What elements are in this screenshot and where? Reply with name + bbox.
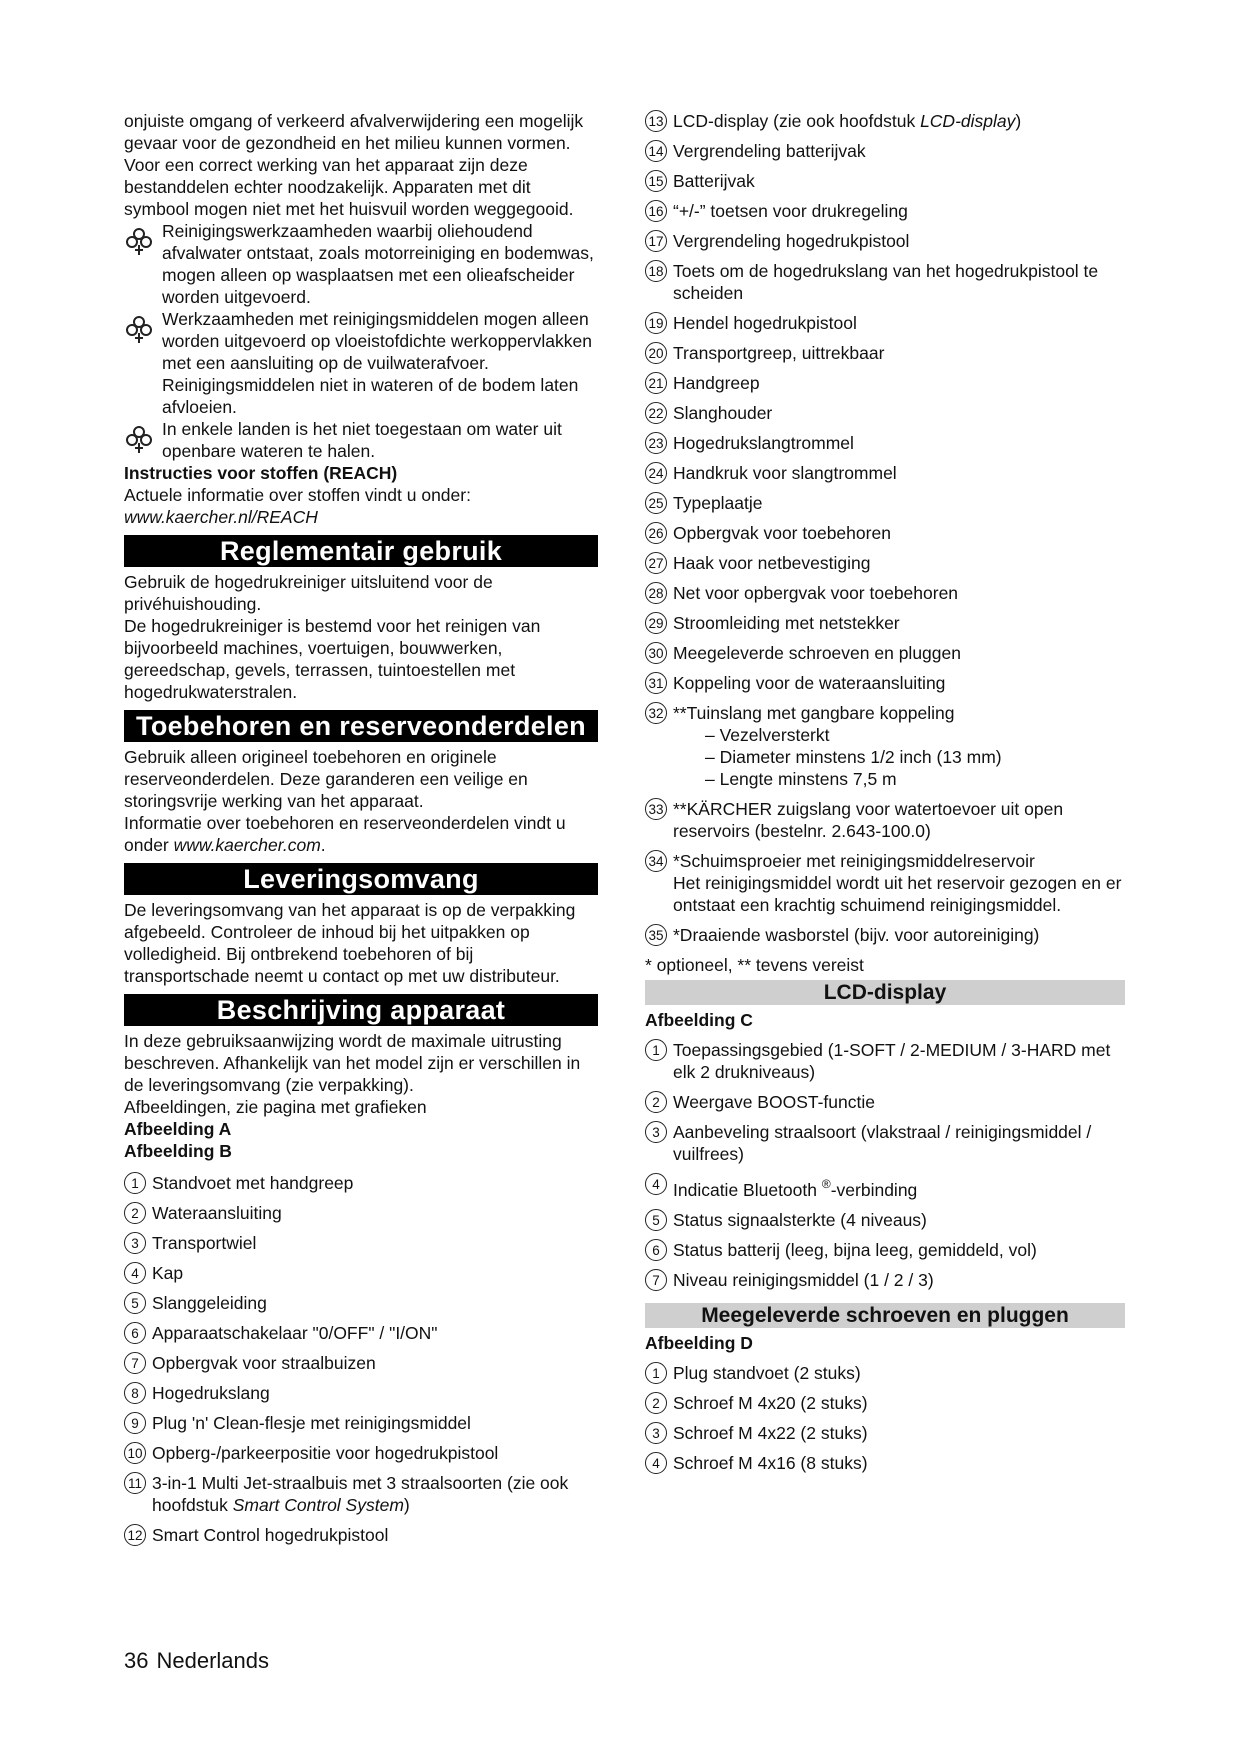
item-text-main: 3-in-1 Multi Jet-straalbuis met 3 straalsoorten (zie ook hoofdstuk — [152, 1473, 569, 1515]
item-number-badge: 2 — [645, 1392, 667, 1414]
device-item — [124, 1202, 598, 1224]
item-text: Handgreep — [673, 373, 760, 393]
item-text: Vergrendeling batterijvak — [673, 141, 866, 161]
sec4-paragraph: Afbeeldingen, zie pagina met grafieken — [124, 1097, 427, 1117]
device-item — [124, 1382, 598, 1404]
item-text: Koppeling voor de wateraansluiting — [673, 673, 946, 693]
device-item — [124, 1322, 598, 1344]
item-number-badge: 4 — [124, 1262, 146, 1284]
lcd-item — [645, 1173, 1125, 1201]
lcd-item — [645, 1091, 1125, 1113]
item-text: Meegeleverde schroeven en pluggen — [673, 643, 961, 663]
item-number-badge: 21 — [645, 372, 667, 394]
sec2-text: Informatie over toebehoren en reserveonderdelen vindt u onder — [124, 813, 566, 855]
env-note — [124, 220, 598, 308]
sec1-paragraph: De hogedrukreiniger is bestemd voor het reinigen van bijvoorbeeld machines, voertuigen, bouwwerken, gereedschap, gevels, terrassen, tuintoestellen met hogedrukwaterstralen. — [124, 616, 541, 702]
item-number-badge: 1 — [124, 1172, 146, 1194]
item-number-badge: 16 — [645, 200, 667, 222]
item-number-badge: 4 — [645, 1452, 667, 1474]
item-text-end: ) — [403, 1495, 410, 1515]
item-text-ref: Smart Control System — [232, 1495, 404, 1515]
item-text: Schroef M 4x22 (2 stuks) — [673, 1423, 868, 1443]
device-item — [124, 1442, 598, 1464]
item-number-badge: 11 — [124, 1472, 146, 1494]
item-text: Hogedrukslang — [152, 1383, 270, 1403]
item-text: Status signaalsterkte (4 niveaus) — [673, 1210, 927, 1230]
item-text: Slanghouder — [673, 403, 773, 423]
item-text — [673, 1173, 1125, 1201]
item-number-badge: 3 — [124, 1232, 146, 1254]
recycling-icon — [124, 225, 154, 257]
item-number-badge: 3 — [645, 1422, 667, 1444]
device-item — [645, 552, 1125, 574]
item-number-badge: 4 — [645, 1173, 667, 1195]
item-number-badge: 1 — [645, 1362, 667, 1384]
device-item — [124, 1172, 598, 1194]
item-number-badge: 7 — [645, 1269, 667, 1291]
item-text: **KÄRCHER zuigslang voor watertoevoer uit open reservoirs (bestelnr. 2.643-100.0) — [673, 799, 1064, 841]
item-text: Kap — [152, 1263, 184, 1283]
item-text: Handkruk voor slangtrommel — [673, 463, 897, 483]
figure-b-label: Afbeelding B — [124, 1141, 232, 1161]
device-item — [124, 1262, 598, 1284]
item-text: Haak voor netbevestiging — [673, 553, 871, 573]
section-title-leveringsomvang: Leveringsomvang — [124, 863, 598, 895]
item-number-badge: 25 — [645, 492, 667, 514]
item-text: **Tuinslang met gangbare koppeling — [673, 703, 955, 723]
item-number-badge: 28 — [645, 582, 667, 604]
env-note-text: Reinigingswerkzaamheden waarbij oliehoudend afvalwater ontstaat, zoals motorreiniging en bodemwas, mogen alleen op wasplaatsen met een olieafscheider worden uitgevoerd. — [162, 221, 594, 307]
item-text: Status batterij (leeg, bijna leeg, gemiddeld, vol) — [673, 1240, 1037, 1260]
item-text: “+/-” toetsen voor drukregeling — [673, 201, 908, 221]
section-title-reglementair: Reglementair gebruik — [124, 535, 598, 567]
item-number-badge: 23 — [645, 432, 667, 454]
item-text: Schroef M 4x16 (8 stuks) — [673, 1453, 868, 1473]
device-item — [645, 850, 1125, 916]
device-item — [124, 1292, 598, 1314]
item-text: Plug 'n' Clean-flesje met reinigingsmiddel — [152, 1413, 471, 1433]
device-item — [645, 492, 1125, 514]
item-text-end: ) — [1015, 111, 1022, 131]
reach-heading: Instructies voor stoffen (REACH) — [124, 463, 398, 483]
item-number-badge: 5 — [124, 1292, 146, 1314]
item-text: Net voor opbergvak voor toebehoren — [673, 583, 959, 603]
item-number-badge: 20 — [645, 342, 667, 364]
item-text — [152, 1472, 598, 1516]
sec2-paragraph — [124, 812, 598, 856]
item-text: Batterijvak — [673, 171, 755, 191]
device-item — [645, 110, 1125, 132]
lcd-item — [645, 1239, 1125, 1261]
device-item — [645, 200, 1125, 222]
item-text: Toepassingsgebied (1-SOFT / 2-MEDIUM / 3-HARD met elk 2 drukniveaus) — [673, 1040, 1111, 1082]
device-item — [645, 672, 1125, 694]
device-item — [645, 612, 1125, 634]
device-item — [645, 702, 1125, 790]
device-item — [645, 642, 1125, 664]
item-sub-bullet: – Vezelversterkt — [705, 725, 830, 745]
item-text: Apparaatschakelaar "0/OFF" / "I/ON" — [152, 1323, 438, 1343]
device-item — [645, 924, 1125, 946]
device-item — [645, 342, 1125, 364]
device-item — [124, 1524, 598, 1546]
item-number-badge: 27 — [645, 552, 667, 574]
item-number-badge: 2 — [645, 1091, 667, 1113]
item-number-badge: 8 — [124, 1382, 146, 1404]
item-text-main: Indicatie Bluetooth — [673, 1180, 822, 1200]
item-text-detail: Het reinigingsmiddel wordt uit het reservoir gezogen en er ontstaat een krachtig schuimend reinigingsmiddel. — [673, 873, 1122, 915]
item-text: Vergrendeling hogedrukpistool — [673, 231, 910, 251]
item-number-badge: 29 — [645, 612, 667, 634]
device-item — [124, 1472, 598, 1516]
env-note — [124, 418, 598, 462]
sec2-end: . — [320, 835, 326, 855]
device-item — [124, 1232, 598, 1254]
sec2-paragraph: Gebruik alleen origineel toebehoren en originele reserveonderdelen. Deze garanderen een veilige en storingsvrije werking van het apparaat. — [124, 747, 528, 811]
item-number-badge: 6 — [124, 1322, 146, 1344]
device-item — [124, 1352, 598, 1374]
item-number-badge: 15 — [645, 170, 667, 192]
reach-paragraph — [124, 484, 598, 528]
item-number-badge: 14 — [645, 140, 667, 162]
lcd-item — [645, 1121, 1125, 1165]
item-text-end: -verbinding — [830, 1180, 918, 1200]
reach-link[interactable]: www.kaercher.nl/REACH — [124, 507, 318, 527]
device-item — [645, 372, 1125, 394]
intro-paragraph: onjuiste omgang of verkeerd afvalverwijdering een mogelijk gevaar voor de gezondheid en het milieu kunnen vormen. Voor een correct werking van het apparaat zijn deze bestanddelen echter noodzakelijk. Apparaten met dit symbool mogen niet met het huisvuil worden weggegooid. — [124, 111, 584, 219]
item-text-main: LCD-display (zie ook hoofdstuk — [673, 111, 921, 131]
item-text-ref: LCD-display — [920, 111, 1016, 131]
device-item — [645, 312, 1125, 334]
sec4-paragraph: In deze gebruiksaanwijzing wordt de maximale uitrusting beschreven. Afhankelijk van het model zijn er verschillen in de leveringsomvang (zie verpakking). — [124, 1031, 581, 1095]
item-number-badge: 24 — [645, 462, 667, 484]
lcd-item — [645, 1209, 1125, 1231]
item-number-badge: 1 — [645, 1039, 667, 1061]
kaercher-link[interactable]: www.kaercher.com — [173, 835, 321, 855]
item-number-badge: 12 — [124, 1524, 146, 1546]
env-note-text: Werkzaamheden met reinigingsmiddelen mogen alleen worden uitgevoerd op vloeistofdichte werkoppervlakken met een aansluiting op de vuilwaterafvoer. Reinigingsmiddelen niet in wateren of de bodem laten afvloeien. — [162, 309, 592, 417]
item-number-badge: 17 — [645, 230, 667, 252]
item-text: Transportwiel — [152, 1233, 257, 1253]
item-text: Opberg-/parkeerpositie voor hogedrukpistool — [152, 1443, 499, 1463]
lcd-item — [645, 1039, 1125, 1083]
item-text: Wateraansluiting — [152, 1203, 282, 1223]
item-number-badge: 3 — [645, 1121, 667, 1143]
env-note — [124, 308, 598, 418]
page-number: 36 — [124, 1648, 149, 1673]
device-item — [645, 402, 1125, 424]
figure-d-label: Afbeelding D — [645, 1333, 753, 1353]
device-item — [645, 260, 1125, 304]
item-text: Stroomleiding met netstekker — [673, 613, 900, 633]
item-text: Plug standvoet (2 stuks) — [673, 1363, 861, 1383]
device-item — [645, 798, 1125, 842]
item-text: Smart Control hogedrukpistool — [152, 1525, 389, 1545]
item-text: Toets om de hogedrukslang van het hogedrukpistool te scheiden — [673, 261, 1099, 303]
device-item — [645, 230, 1125, 252]
item-text: *Schuimsproeier met reinigingsmiddelreservoir — [673, 851, 1035, 871]
lcd-item — [645, 1269, 1125, 1291]
item-number-badge: 32 — [645, 702, 667, 724]
item-number-badge: 13 — [645, 110, 667, 132]
item-text: Schroef M 4x20 (2 stuks) — [673, 1393, 868, 1413]
item-number-badge: 19 — [645, 312, 667, 334]
item-text: Opbergvak voor toebehoren — [673, 523, 891, 543]
item-sub-bullet: – Lengte minstens 7,5 m — [705, 769, 897, 789]
item-text: Slanggeleiding — [152, 1293, 267, 1313]
registered-mark: ® — [821, 1177, 831, 1191]
right-column — [645, 110, 1125, 1474]
item-number-badge: 7 — [124, 1352, 146, 1374]
section-title-screws: Meegeleverde schroeven en pluggen — [645, 1303, 1125, 1328]
recycling-icon — [124, 423, 154, 455]
device-item — [124, 1412, 598, 1434]
section-title-beschrijving: Beschrijving apparaat — [124, 994, 598, 1026]
item-number-badge: 2 — [124, 1202, 146, 1224]
item-number-badge: 18 — [645, 260, 667, 282]
sec3-paragraph: De leveringsomvang van het apparaat is op de verpakking afgebeeld. Controleer de inhoud bij het uitpakken op volledigheid. Bij ontbrekend toebehoren of bij transportschade neemt u contact op met uw distributeur. — [124, 900, 576, 986]
page-language: Nederlands — [156, 1648, 269, 1673]
item-number-badge: 35 — [645, 924, 667, 946]
device-item — [645, 462, 1125, 484]
screw-item — [645, 1362, 1125, 1384]
screw-item — [645, 1452, 1125, 1474]
item-text: Standvoet met handgreep — [152, 1173, 354, 1193]
screw-item — [645, 1392, 1125, 1414]
item-number-badge: 6 — [645, 1239, 667, 1261]
footnote: * optioneel, ** tevens vereist — [645, 955, 864, 975]
figure-c-label: Afbeelding C — [645, 1010, 753, 1030]
item-number-badge: 26 — [645, 522, 667, 544]
item-number-badge: 10 — [124, 1442, 146, 1464]
item-text: Niveau reinigingsmiddel (1 / 2 / 3) — [673, 1270, 934, 1290]
item-text: *Draaiende wasborstel (bijv. voor autoreiniging) — [673, 925, 1040, 945]
item-number-badge: 33 — [645, 798, 667, 820]
item-text: Aanbeveling straalsoort (vlakstraal / reinigingsmiddel / vuilfrees) — [673, 1122, 1092, 1164]
device-item — [645, 522, 1125, 544]
device-item — [645, 432, 1125, 454]
figure-a-label: Afbeelding A — [124, 1119, 232, 1139]
item-text: Hogedrukslangtrommel — [673, 433, 854, 453]
item-number-badge: 31 — [645, 672, 667, 694]
item-number-badge: 30 — [645, 642, 667, 664]
device-item — [645, 582, 1125, 604]
screw-item — [645, 1422, 1125, 1444]
section-title-toebehoren: Toebehoren en reserveonderdelen — [124, 710, 598, 742]
env-note-text: In enkele landen is het niet toegestaan om water uit openbare wateren te halen. — [162, 419, 562, 461]
item-number-badge: 5 — [645, 1209, 667, 1231]
device-item — [645, 170, 1125, 192]
item-number-badge: 9 — [124, 1412, 146, 1434]
item-text: Hendel hogedrukpistool — [673, 313, 857, 333]
page-footer — [124, 1648, 269, 1674]
item-text: Opbergvak voor straalbuizen — [152, 1353, 376, 1373]
section-title-lcd-display: LCD-display — [645, 980, 1125, 1005]
item-number-badge: 34 — [645, 850, 667, 872]
device-item — [645, 140, 1125, 162]
item-text: Weergave BOOST-functie — [673, 1092, 875, 1112]
item-text: Transportgreep, uittrekbaar — [673, 343, 885, 363]
item-number-badge: 22 — [645, 402, 667, 424]
reach-text: Actuele informatie over stoffen vindt u onder: — [124, 485, 471, 505]
item-text — [673, 110, 1125, 132]
item-text: Typeplaatje — [673, 493, 763, 513]
sec1-paragraph: Gebruik de hogedrukreiniger uitsluitend voor de privéhuishouding. — [124, 572, 493, 614]
item-sub-bullet: – Diameter minstens 1/2 inch (13 mm) — [705, 747, 1002, 767]
recycling-icon — [124, 313, 154, 345]
left-column — [124, 110, 598, 1546]
